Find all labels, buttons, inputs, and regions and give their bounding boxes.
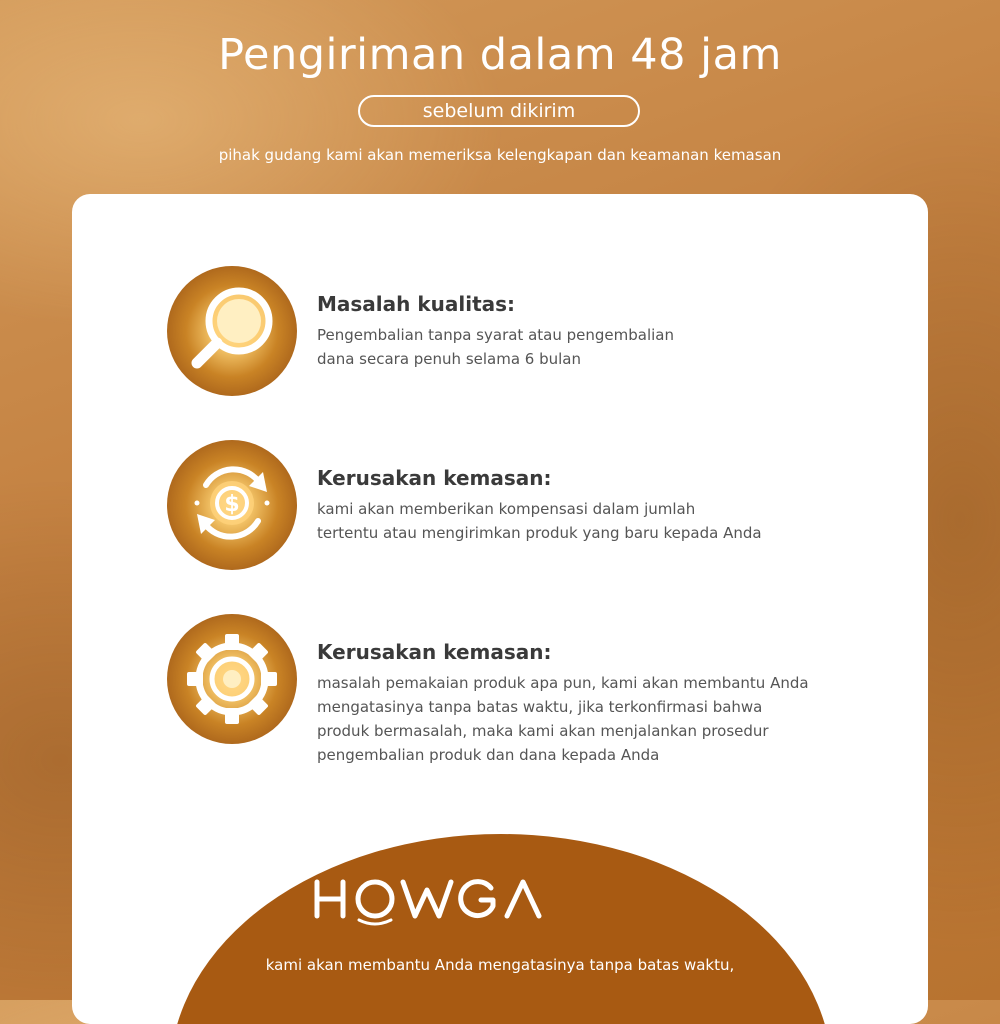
feature-line: dana secara penuh selama 6 bulan	[317, 350, 582, 368]
feature-line: kami akan memberikan kompensasi dalam jumlah	[317, 500, 696, 518]
money-refresh-icon	[167, 440, 297, 570]
feature-title: Masalah kualitas:	[317, 292, 516, 316]
feature-line: produk bermasalah, maka kami akan menjalankan prosedur	[317, 722, 769, 740]
page-title: Pengiriman dalam 48 jam	[218, 30, 782, 80]
svg-text:$: $	[224, 492, 240, 517]
feature-line: masalah pemakaian produk apa pun, kami akan membantu Anda	[317, 674, 809, 692]
feature-title: Kerusakan kemasan:	[317, 466, 552, 490]
feature-description	[317, 671, 837, 767]
feature-line: Pengembalian tanpa syarat atau pengembalian	[317, 326, 674, 344]
page-subtitle: pihak gudang kami akan memeriksa kelengkapan dan keamanan kemasan	[218, 146, 782, 164]
feature-line: pengembalian produk dan dana kepada Anda	[317, 746, 660, 764]
feature-line: mengatasinya tanpa batas waktu, jika terkonfirmasi bahwa	[317, 698, 763, 716]
info-card	[72, 194, 928, 1024]
feature-description	[317, 497, 837, 545]
magnifier-icon	[167, 266, 297, 396]
feature-line: tertentu atau mengirimkan produk yang baru kepada Anda	[317, 524, 762, 542]
feature-title: Kerusakan kemasan:	[317, 640, 552, 664]
footer-text: kami akan membantu Anda mengatasinya tanpa batas waktu,	[265, 956, 735, 974]
feature-description	[317, 323, 837, 371]
howga-logo	[307, 870, 547, 930]
gear-icon	[167, 614, 297, 744]
pre-ship-pill: sebelum dikirim	[358, 95, 640, 127]
